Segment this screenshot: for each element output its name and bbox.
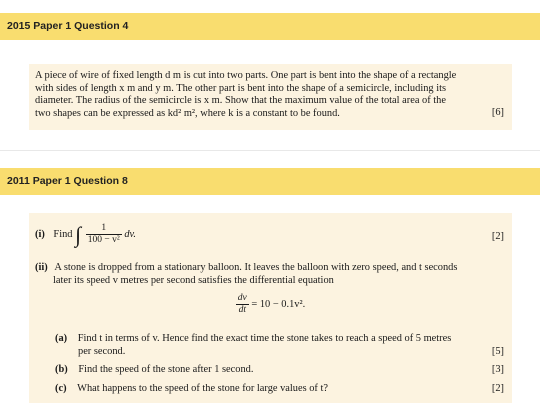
question-line: two shapes can be expressed as kd² m², where k is a constant to be found. — [35, 107, 340, 119]
part-text: What happens to the speed of the stone for large values of t? — [77, 383, 328, 394]
derivative-fraction — [236, 293, 249, 316]
fraction-denominator: 100 − v² — [87, 235, 120, 245]
part-text: A stone is dropped from a stationary balloon. It leaves the balloon with zero speed, and t seconds — [54, 262, 458, 273]
part-label: (i) — [35, 228, 45, 240]
question-header — [0, 13, 540, 40]
part-label: (a) — [55, 333, 68, 344]
part-ii-line — [53, 275, 506, 288]
part-label: (ii) — [35, 262, 48, 273]
marks-label: [2] — [491, 231, 504, 242]
sub-part-a — [55, 333, 506, 346]
question-line: with sides of length x m and y m. The other part is bent into the shape of a semicircle, including its — [35, 82, 447, 94]
part-ii-line — [35, 262, 506, 275]
question-line: A piece of wire of fixed length d m is cut into two parts. One part is bent into the shape of a rectangle — [35, 70, 457, 81]
question-header-text: 2011 Paper 1 Question 8 — [7, 175, 128, 187]
differential: dv. — [124, 228, 136, 240]
part-i — [35, 223, 506, 247]
marks-label: [5] — [491, 346, 504, 357]
part-text: later its speed v metres per second satisfies the differential equation — [53, 275, 334, 286]
fraction-numerator: 1 — [86, 223, 122, 235]
part-text: Find the speed of the stone after 1 second. — [78, 364, 254, 375]
sub-part-c — [55, 383, 506, 396]
sub-part-a-line2 — [78, 346, 506, 359]
part-text: per second. — [78, 346, 126, 357]
part-text: Find t in terms of v. Hence find the exact time the stone takes to reach a speed of 5 metres — [77, 333, 452, 344]
integrand-fraction — [86, 223, 122, 246]
question-line: diameter. The radius of the semicircle is x m. Show that the maximum value of the total area of the — [35, 95, 446, 106]
differential-equation — [29, 293, 512, 316]
part-label: (b) — [55, 364, 68, 375]
part-label: (c) — [55, 383, 67, 394]
sub-part-b — [55, 364, 506, 377]
marks-label: [6] — [491, 107, 504, 118]
find-text: Find — [53, 228, 73, 240]
equation-rhs: = 10 − 0.1v². — [251, 298, 306, 310]
derivative-numerator: dv — [237, 293, 247, 303]
question-header-text: 2015 Paper 1 Question 4 — [7, 20, 129, 32]
question-box — [29, 64, 512, 130]
marks-label: [3] — [491, 364, 504, 375]
derivative-denominator: dt — [238, 305, 246, 315]
question-box — [29, 213, 512, 403]
section-divider — [0, 150, 540, 151]
question-header — [0, 168, 540, 195]
marks-label: [2] — [491, 383, 504, 394]
integral-sign: ∫ — [75, 221, 82, 247]
